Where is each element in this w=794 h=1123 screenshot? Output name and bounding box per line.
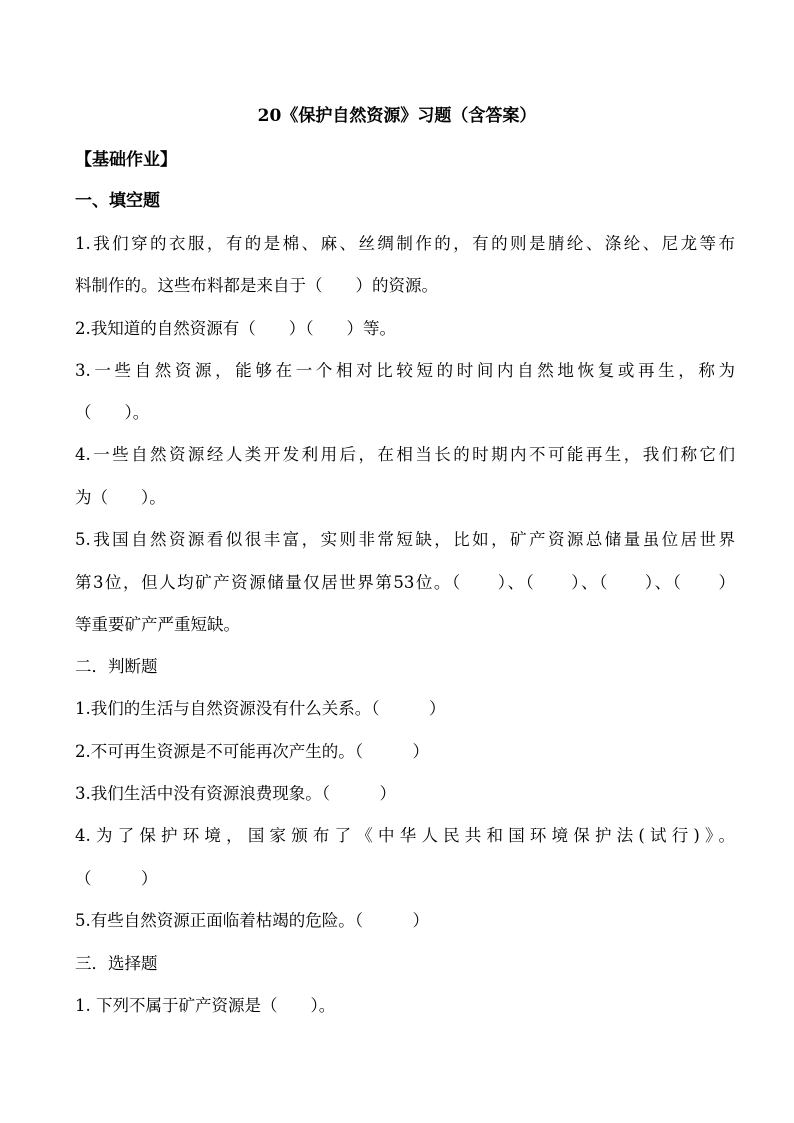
tf-q5: 5.有些自然资源正面临着枯竭的危险。（ ）	[75, 911, 429, 930]
heading-multiple-choice: 三．选择题	[75, 954, 158, 973]
fill-q2: 2.我知道的自然资源有（ ）（ ）等。	[75, 319, 396, 338]
fill-q5-line3: 等重要矿产严重短缺。	[75, 615, 240, 634]
tf-q3: 3.我们生活中没有资源浪费现象。（ ）	[75, 784, 396, 803]
heading-true-false: 二．判断题	[75, 657, 158, 676]
fill-q4-line1: 4.一些自然资源经人类开发利用后，在相当长的时期内不可能再生，我们称它们	[75, 445, 735, 464]
fill-q3-line2: （ ）。	[75, 403, 150, 422]
section-basic-homework: 【基础作业】	[75, 150, 177, 170]
fill-q4-line2: 为（ ）。	[75, 488, 166, 507]
choice-q1: 1. 下列不属于矿产资源是（ ）。	[75, 996, 336, 1015]
fill-q1-line2: 料制作的。这些布料都是来自于（ ）的资源。	[75, 276, 438, 295]
fill-q5-line1: 5.我国自然资源看似很丰富，实则非常短缺，比如，矿产资源总储量虽位居世界	[75, 530, 735, 549]
fill-q1-line1: 1.我们穿的衣服，有的是棉、麻、丝绸制作的，有的则是腈纶、涤纶、尼龙等布	[75, 234, 735, 253]
tf-q4-line1: 4.为了保护环境，国家颁布了《中华人民共和国环境保护法(试行)》。	[75, 826, 735, 845]
tf-q4-line2: （ ）	[75, 869, 158, 888]
fill-q5-line2: 第3位，但人均矿产资源储量仅居世界第53位。（ ）、（ ）、（ ）、（ ）	[75, 573, 735, 592]
document-title: 20《保护自然资源》习题（含答案）	[257, 106, 537, 126]
heading-fill-blank: 一、填空题	[75, 191, 160, 211]
fill-q3-line1: 3.一些自然资源，能够在一个相对比较短的时间内自然地恢复或再生，称为	[75, 361, 735, 380]
tf-q1: 1.我们的生活与自然资源没有什么关系。（ ）	[75, 699, 446, 718]
tf-q2: 2.不可再生资源是不可能再次产生的。（ ）	[75, 742, 429, 761]
